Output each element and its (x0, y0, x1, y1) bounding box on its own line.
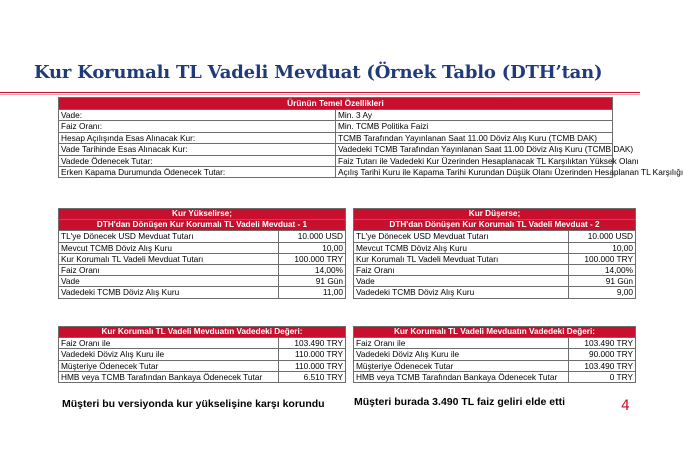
table-row (59, 264, 346, 275)
table-row (354, 287, 636, 298)
table-row (354, 242, 636, 253)
page-number: 4 (621, 398, 630, 414)
row-label: Vadedeki TCMB Döviz Alış Kuru (59, 287, 279, 298)
row-value: 9,00 (569, 287, 636, 298)
scenario-rise-subheader: DTH'dan Dönüşen Kur Korumalı TL Vadeli Mevduat - 1 (59, 220, 346, 231)
features-header: Ürünün Temel Özellikleri (59, 98, 613, 110)
table-row (59, 155, 613, 166)
table-row (59, 121, 613, 132)
row-value: 11,00 (279, 287, 346, 298)
row-value: 91 Gün (569, 276, 636, 287)
row-value: 110.000 TRY (279, 349, 346, 360)
table-row (354, 371, 636, 382)
table-row (59, 371, 346, 382)
row-label: Mevcut TCMB Döviz Alış Kuru (354, 242, 569, 253)
table-row (354, 276, 636, 287)
feature-value: Faiz Tutarı ile Vadedeki Kur Üzerinden Hesaplanacak TL Karşılıktan Yüksek Olanı (336, 155, 613, 166)
note-rise: Müşteri bu versiyonda kur yükselişine karşı korundu (62, 398, 325, 410)
row-value: 100.000 TRY (279, 253, 346, 264)
row-label: Müşteriye Ödenecek Tutar (59, 360, 279, 371)
row-value: 14,00% (279, 264, 346, 275)
table-row (354, 231, 636, 242)
row-value: 14,00% (569, 264, 636, 275)
row-label: Müşteriye Ödenecek Tutar (354, 360, 569, 371)
feature-label: Vadede Ödenecek Tutar: (59, 155, 336, 166)
table-row (59, 360, 346, 371)
page-title: Kur Korumalı TL Vadeli Mevduat (Örnek Tablo (DTH’tan) (34, 62, 603, 83)
row-value: 90.000 TRY (569, 349, 636, 360)
table-row (354, 253, 636, 264)
table-row (59, 132, 613, 143)
note-fall: Müşteri burada 3.490 TL faiz geliri elde etti (354, 396, 566, 408)
row-label: HMB veya TCMB Tarafından Bankaya Ödenecek Tutar (59, 371, 279, 382)
title-divider-shadow (0, 94, 640, 95)
row-label: Mevcut TCMB Döviz Alış Kuru (59, 242, 279, 253)
row-value: 10,00 (279, 242, 346, 253)
row-value: 103.490 TRY (569, 338, 636, 349)
table-row (59, 242, 346, 253)
table-row (59, 253, 346, 264)
features-table (58, 97, 683, 178)
row-value: 10.000 USD (569, 231, 636, 242)
row-value: 6.510 TRY (279, 371, 346, 382)
scenario-fall-subheader: DTH'dan Dönüşen Kur Korumalı TL Vadeli Mevduat - 2 (354, 220, 636, 231)
row-value: 110.000 TRY (279, 360, 346, 371)
table-row (354, 264, 636, 275)
maturity-rise-header: Kur Korumalı TL Vadeli Mevduatın Vadedeki Değeri: (59, 327, 346, 338)
scenario-rise-header: Kur Yükselirse; (59, 209, 346, 220)
table-row (59, 231, 346, 242)
row-label: Kur Korumalı TL Vadeli Mevduat Tutarı (59, 253, 279, 264)
row-value: 0 TRY (569, 371, 636, 382)
feature-label: Vade: (59, 110, 336, 121)
table-row (354, 338, 636, 349)
row-label: HMB veya TCMB Tarafından Bankaya Ödenecek Tutar (354, 371, 569, 382)
table-row (59, 144, 613, 155)
maturity-fall-header: Kur Korumalı TL Vadeli Mevduatın Vadedeki Değeri: (354, 327, 636, 338)
scenario-fall-table (353, 208, 636, 299)
feature-label: Hesap Açılışında Esas Alınacak Kur: (59, 132, 336, 143)
scenario-rise-table (58, 208, 346, 299)
feature-label: Faiz Oranı: (59, 121, 336, 132)
row-label: Vadedeki Döviz Alış Kuru ile (59, 349, 279, 360)
row-label: Vadedeki TCMB Döviz Alış Kuru (354, 287, 569, 298)
feature-label: Erken Kapama Durumunda Ödenecek Tutar: (59, 166, 336, 177)
maturity-fall-table (353, 326, 636, 383)
table-row (59, 110, 613, 121)
row-value: 100.000 TRY (569, 253, 636, 264)
table-row (59, 166, 613, 177)
table-row (59, 276, 346, 287)
row-value: 91 Gün (279, 276, 346, 287)
row-label: Vade (354, 276, 569, 287)
feature-value: Açılış Tarihi Kuru ile Kapama Tarihi Kurundan Düşük Olanı Üzerinden Hesaplanan TL Karşılığı (336, 166, 613, 177)
row-label: Faiz Oranı (59, 264, 279, 275)
row-value: 103.490 TRY (279, 338, 346, 349)
table-row (354, 349, 636, 360)
row-label: Vadedeki Döviz Alış Kuru ile (354, 349, 569, 360)
table-row (59, 349, 346, 360)
row-value: 10,00 (569, 242, 636, 253)
feature-value: Min. TCMB Politika Faizi (336, 121, 613, 132)
row-label: Kur Korumalı TL Vadeli Mevduat Tutarı (354, 253, 569, 264)
row-value: 103.490 TRY (569, 360, 636, 371)
maturity-rise-table (58, 326, 346, 383)
title-divider (0, 92, 640, 93)
row-label: TL'ye Dönecek USD Mevduat Tutarı (354, 231, 569, 242)
table-row (59, 287, 346, 298)
table-row (354, 360, 636, 371)
scenario-fall-header: Kur Düşerse; (354, 209, 636, 220)
row-label: Vade (59, 276, 279, 287)
row-label: TL'ye Dönecek USD Mevduat Tutarı (59, 231, 279, 242)
table-row (59, 338, 346, 349)
feature-value: Vadedeki TCMB Tarafından Yayınlanan Saat 11.00 Döviz Alış Kuru (TCMB DAK) (336, 144, 613, 155)
feature-label: Vade Tarihinde Esas Alınacak Kur: (59, 144, 336, 155)
row-label: Faiz Oranı ile (354, 338, 569, 349)
row-value: 10.000 USD (279, 231, 346, 242)
row-label: Faiz Oranı (354, 264, 569, 275)
row-label: Faiz Oranı ile (59, 338, 279, 349)
feature-value: Min. 3 Ay (336, 110, 613, 121)
feature-value: TCMB Tarafından Yayınlanan Saat 11.00 Döviz Alış Kuru (TCMB DAK) (336, 132, 613, 143)
